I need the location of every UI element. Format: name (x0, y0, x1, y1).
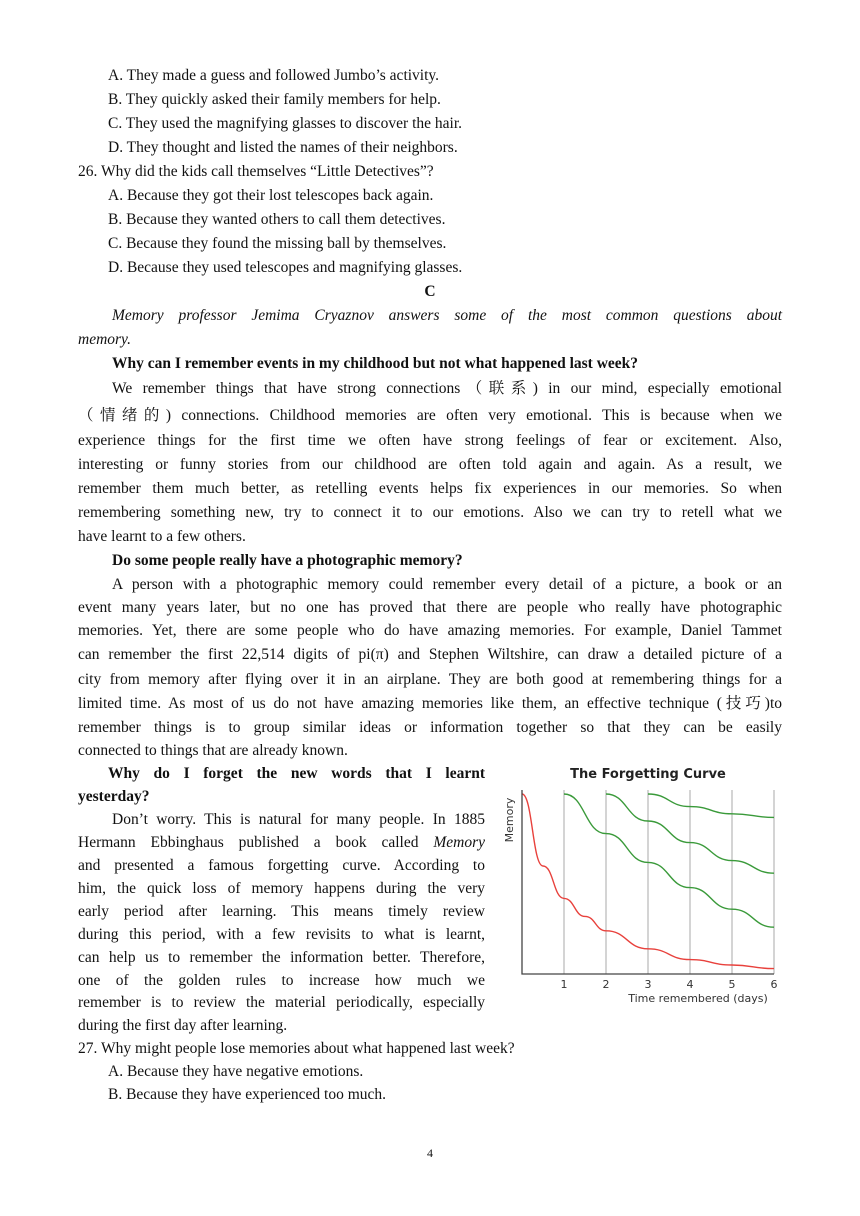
para1-line: We remember things that have strong connections（联系) in our mind, especially emotional (112, 380, 782, 397)
para3-line: during this period, with a few revisits to what is learnt, (78, 926, 485, 943)
chart-title: The Forgetting Curve (570, 767, 726, 782)
para2-line: connected to things that are already known. (78, 742, 348, 759)
para3-line: during the first day after learning. (78, 1017, 288, 1034)
chart-x-tick-label: 1 (560, 978, 568, 991)
q25-option-c: C. They used the magnifying glasses to discover the hair. (108, 115, 462, 132)
q27-option-a: A. Because they have negative emotions. (108, 1063, 364, 1080)
heading-photographic: Do some people really have a photographic memory? (112, 552, 463, 569)
para1-line: have learnt to a few others. (78, 528, 246, 545)
para2-line: limited time. As most of us do not have amazing memories like them, an effective technique (技巧)to (78, 695, 782, 712)
section-letter: C (424, 283, 436, 300)
q26-option-c: C. Because they found the missing ball by themselves. (108, 235, 447, 252)
para3-line: Don’t worry. This is natural for many people. In 1885 (112, 811, 485, 828)
q25-option-d: D. They thought and listed the names of their neighbors. (108, 139, 458, 156)
para3-line: one of the golden rules to increase how much we (78, 972, 485, 989)
q27-option-b: B. Because they have experienced too much. (108, 1086, 387, 1103)
q26-option-d: D. Because they used telescopes and magnifying glasses. (108, 259, 463, 276)
forgetting-curve-chart (496, 760, 786, 1010)
chart-x-axis-label: Time remembered (days) (628, 992, 768, 1005)
para1-line: （情绪的) connections. Childhood memories are often very emotional. This is because when we (78, 407, 782, 424)
page-number: 4 (427, 1146, 433, 1160)
para2-line: can remember the first 22,514 digits of pi(π) and Stephen Wiltshire, can draw a detailed picture of a (78, 646, 782, 663)
heading-forget: Why do I forget the new words that I learnt (108, 765, 485, 782)
para2-line: event many years later, but no one has proved that there are people who really have photographic (78, 599, 782, 616)
para1-line: remembering something new, try to connect it to our emotions. Also we can try to retell what we (78, 504, 782, 521)
review-curve-green-3 (648, 794, 774, 817)
q27-question: 27. Why might people lose memories about what happened last week? (78, 1040, 515, 1057)
q25-option-a: A. They made a guess and followed Jumbo’s activity. (108, 67, 440, 84)
para3-line: him, the quick loss of memory happens during the very (78, 880, 485, 897)
chart-y-axis-label: Memory (503, 797, 516, 843)
book-title-memory: Memory (433, 834, 485, 851)
para3-line: remember is to review the material periodically, especially (78, 994, 485, 1011)
q25-option-b: B. They quickly asked their family members for help. (108, 91, 441, 108)
q26-question: 26. Why did the kids call themselves “Little Detectives”? (78, 163, 434, 180)
para3-line: and presented a famous forgetting curve. According to (78, 857, 485, 874)
heading-forget-2: yesterday? (78, 788, 150, 805)
heading-childhood: Why can I remember events in my childhood but not what happened last week? (112, 355, 639, 372)
para3-line: Hermann Ebbinghaus published a book called Memory (78, 834, 485, 851)
q26-option-b: B. Because they wanted others to call them detectives. (108, 211, 446, 228)
chart-x-tick-label: 3 (644, 978, 652, 991)
para1-line: experience things for the first time we often have strong feelings of fear or excitement. Also, (78, 432, 782, 449)
intro-line-2: memory. (78, 331, 131, 348)
para3-line: early period after learning. This means timely review (78, 903, 485, 920)
chart-x-tick-label: 4 (686, 978, 694, 991)
para2-line: city from memory after flying over it in an airplane. They are both good at remembering things for a (78, 671, 782, 688)
para1-line: interesting or funny stories from our childhood are often told again and again. As a result, we (78, 456, 782, 473)
para2-line: remember things is to group similar ideas or information together so that they can be easily (78, 719, 782, 736)
chart-x-tick-label: 5 (728, 978, 736, 991)
para2-line: A person with a photographic memory could remember every detail of a picture, a book or an (112, 576, 782, 593)
intro-line-1: Memory professor Jemima Cryaznov answers some of the most common questions about (112, 307, 782, 324)
para3-line: can help us to remember the information better. Therefore, (78, 949, 485, 966)
chart-x-tick-label: 6 (770, 978, 778, 991)
chart-x-tick-label: 2 (602, 978, 610, 991)
q26-option-a: A. Because they got their lost telescopes back again. (108, 187, 434, 204)
para2-line: memories. Yet, there are some people who do have amazing memories. For example, Daniel Tammet (78, 622, 782, 639)
para1-line: remember them much better, as retelling events helps fix experiences in our memories. So when (78, 480, 782, 497)
